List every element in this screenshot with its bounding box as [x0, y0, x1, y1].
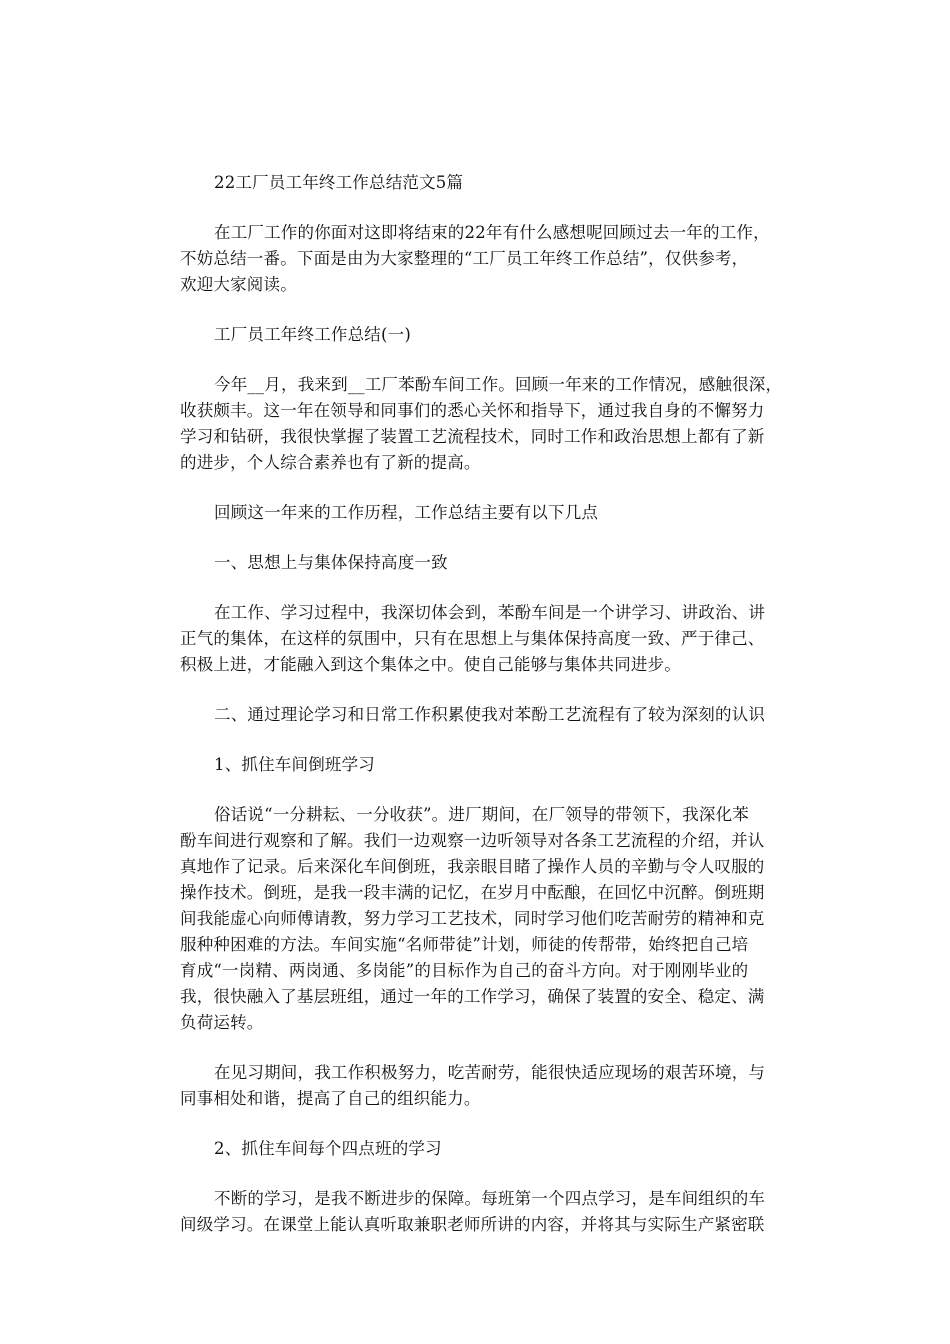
- point-heading: 一、思想上与集体保持高度一致: [214, 553, 448, 572]
- text-line: 正气的集体，在这样的氛围中，只有在思想上与集体保持高度一致、严于律己、: [180, 629, 765, 648]
- sub-heading: 2、抓住车间每个四点班的学习: [214, 1139, 442, 1158]
- text-line: 酚车间进行观察和了解。我们一边观察一边听领导对各条工艺流程的介绍，并认: [180, 831, 765, 850]
- text-line: 收获颇丰。这一年在领导和同事们的悉心关怀和指导下，通过我自身的不懈努力: [180, 401, 765, 420]
- paragraph: [180, 802, 780, 1036]
- text-line: 在工作、学习过程中，我深切体会到，苯酚车间是一个讲学习、讲政治、讲: [214, 603, 766, 622]
- text-line: 真地作了记录。后来深化车间倒班，我亲眼目睹了操作人员的辛勤与令人叹服的: [180, 857, 765, 876]
- paragraph: 回顾这一年来的工作历程，工作总结主要有以下几点: [214, 503, 599, 522]
- sub-heading: 1、抓住车间倒班学习: [214, 755, 375, 774]
- text-line: 学习和钻研，我很快掌握了装置工艺流程技术，同时工作和政治思想上都有了新: [180, 427, 765, 446]
- text-line: 在见习期间，我工作积极努力，吃苦耐劳，能很快适应现场的艰苦环境，与: [214, 1063, 766, 1082]
- paragraph: [180, 372, 783, 476]
- paragraph: [180, 600, 780, 678]
- text-line: 今年__月，我来到__工厂苯酚车间工作。回顾一年来的工作情况，感触很深，: [214, 375, 783, 394]
- document-title: 22工厂员工年终工作总结范文5篇: [214, 173, 464, 192]
- text-line: 不断的学习，是我不断进步的保障。每班第一个四点学习，是车间组织的车: [214, 1189, 766, 1208]
- text-line: 同事相处和谐，提高了自己的组织能力。: [180, 1089, 481, 1108]
- text-line: 我，很快融入了基层班组，通过一年的工作学习，确保了装置的安全、稳定、满: [180, 987, 765, 1006]
- text-line: 的进步，个人综合素养也有了新的提高。: [180, 453, 481, 472]
- text-line: 俗话说“一分耕耘、一分收获”。进厂期间，在厂领导的带领下，我深化苯: [214, 805, 749, 824]
- text-line: 在工厂工作的你面对这即将结束的22年有什么感想呢回顾过去一年的工作，: [214, 223, 770, 242]
- text-line: 积极上进，才能融入到这个集体之中。使自己能够与集体共同进步。: [180, 655, 681, 674]
- text-line: 不妨总结一番。下面是由为大家整理的“工厂员工年终工作总结”，仅供参考，: [180, 249, 749, 268]
- text-line: 间我能虚心向师傅请教，努力学习工艺技术，同时学习他们吃苦耐劳的精神和克: [180, 909, 765, 928]
- point-heading: 二、通过理论学习和日常工作积累使我对苯酚工艺流程有了较为深刻的认识: [214, 705, 766, 724]
- section-heading: 工厂员工年终工作总结(一): [214, 325, 411, 344]
- text-line: 负荷运转。: [180, 1013, 264, 1032]
- intro-paragraph: [180, 220, 780, 298]
- paragraph: [180, 1060, 780, 1112]
- text-line: 育成“一岗精、两岗通、多岗能”的目标作为自己的奋斗方向。对于刚刚毕业的: [180, 961, 749, 980]
- paragraph: [180, 1186, 780, 1238]
- text-line: 服种种困难的方法。车间实施“名师带徒”计划，师徒的传帮带，始终把自己培: [180, 935, 749, 954]
- text-line: 欢迎大家阅读。: [180, 275, 297, 294]
- document-body: [180, 170, 783, 1238]
- text-line: 间级学习。在课堂上能认真听取兼职老师所讲的内容，并将其与实际生产紧密联: [180, 1215, 765, 1234]
- text-line: 操作技术。倒班，是我一段丰满的记忆，在岁月中酝酿，在回忆中沉醉。倒班期: [180, 883, 765, 902]
